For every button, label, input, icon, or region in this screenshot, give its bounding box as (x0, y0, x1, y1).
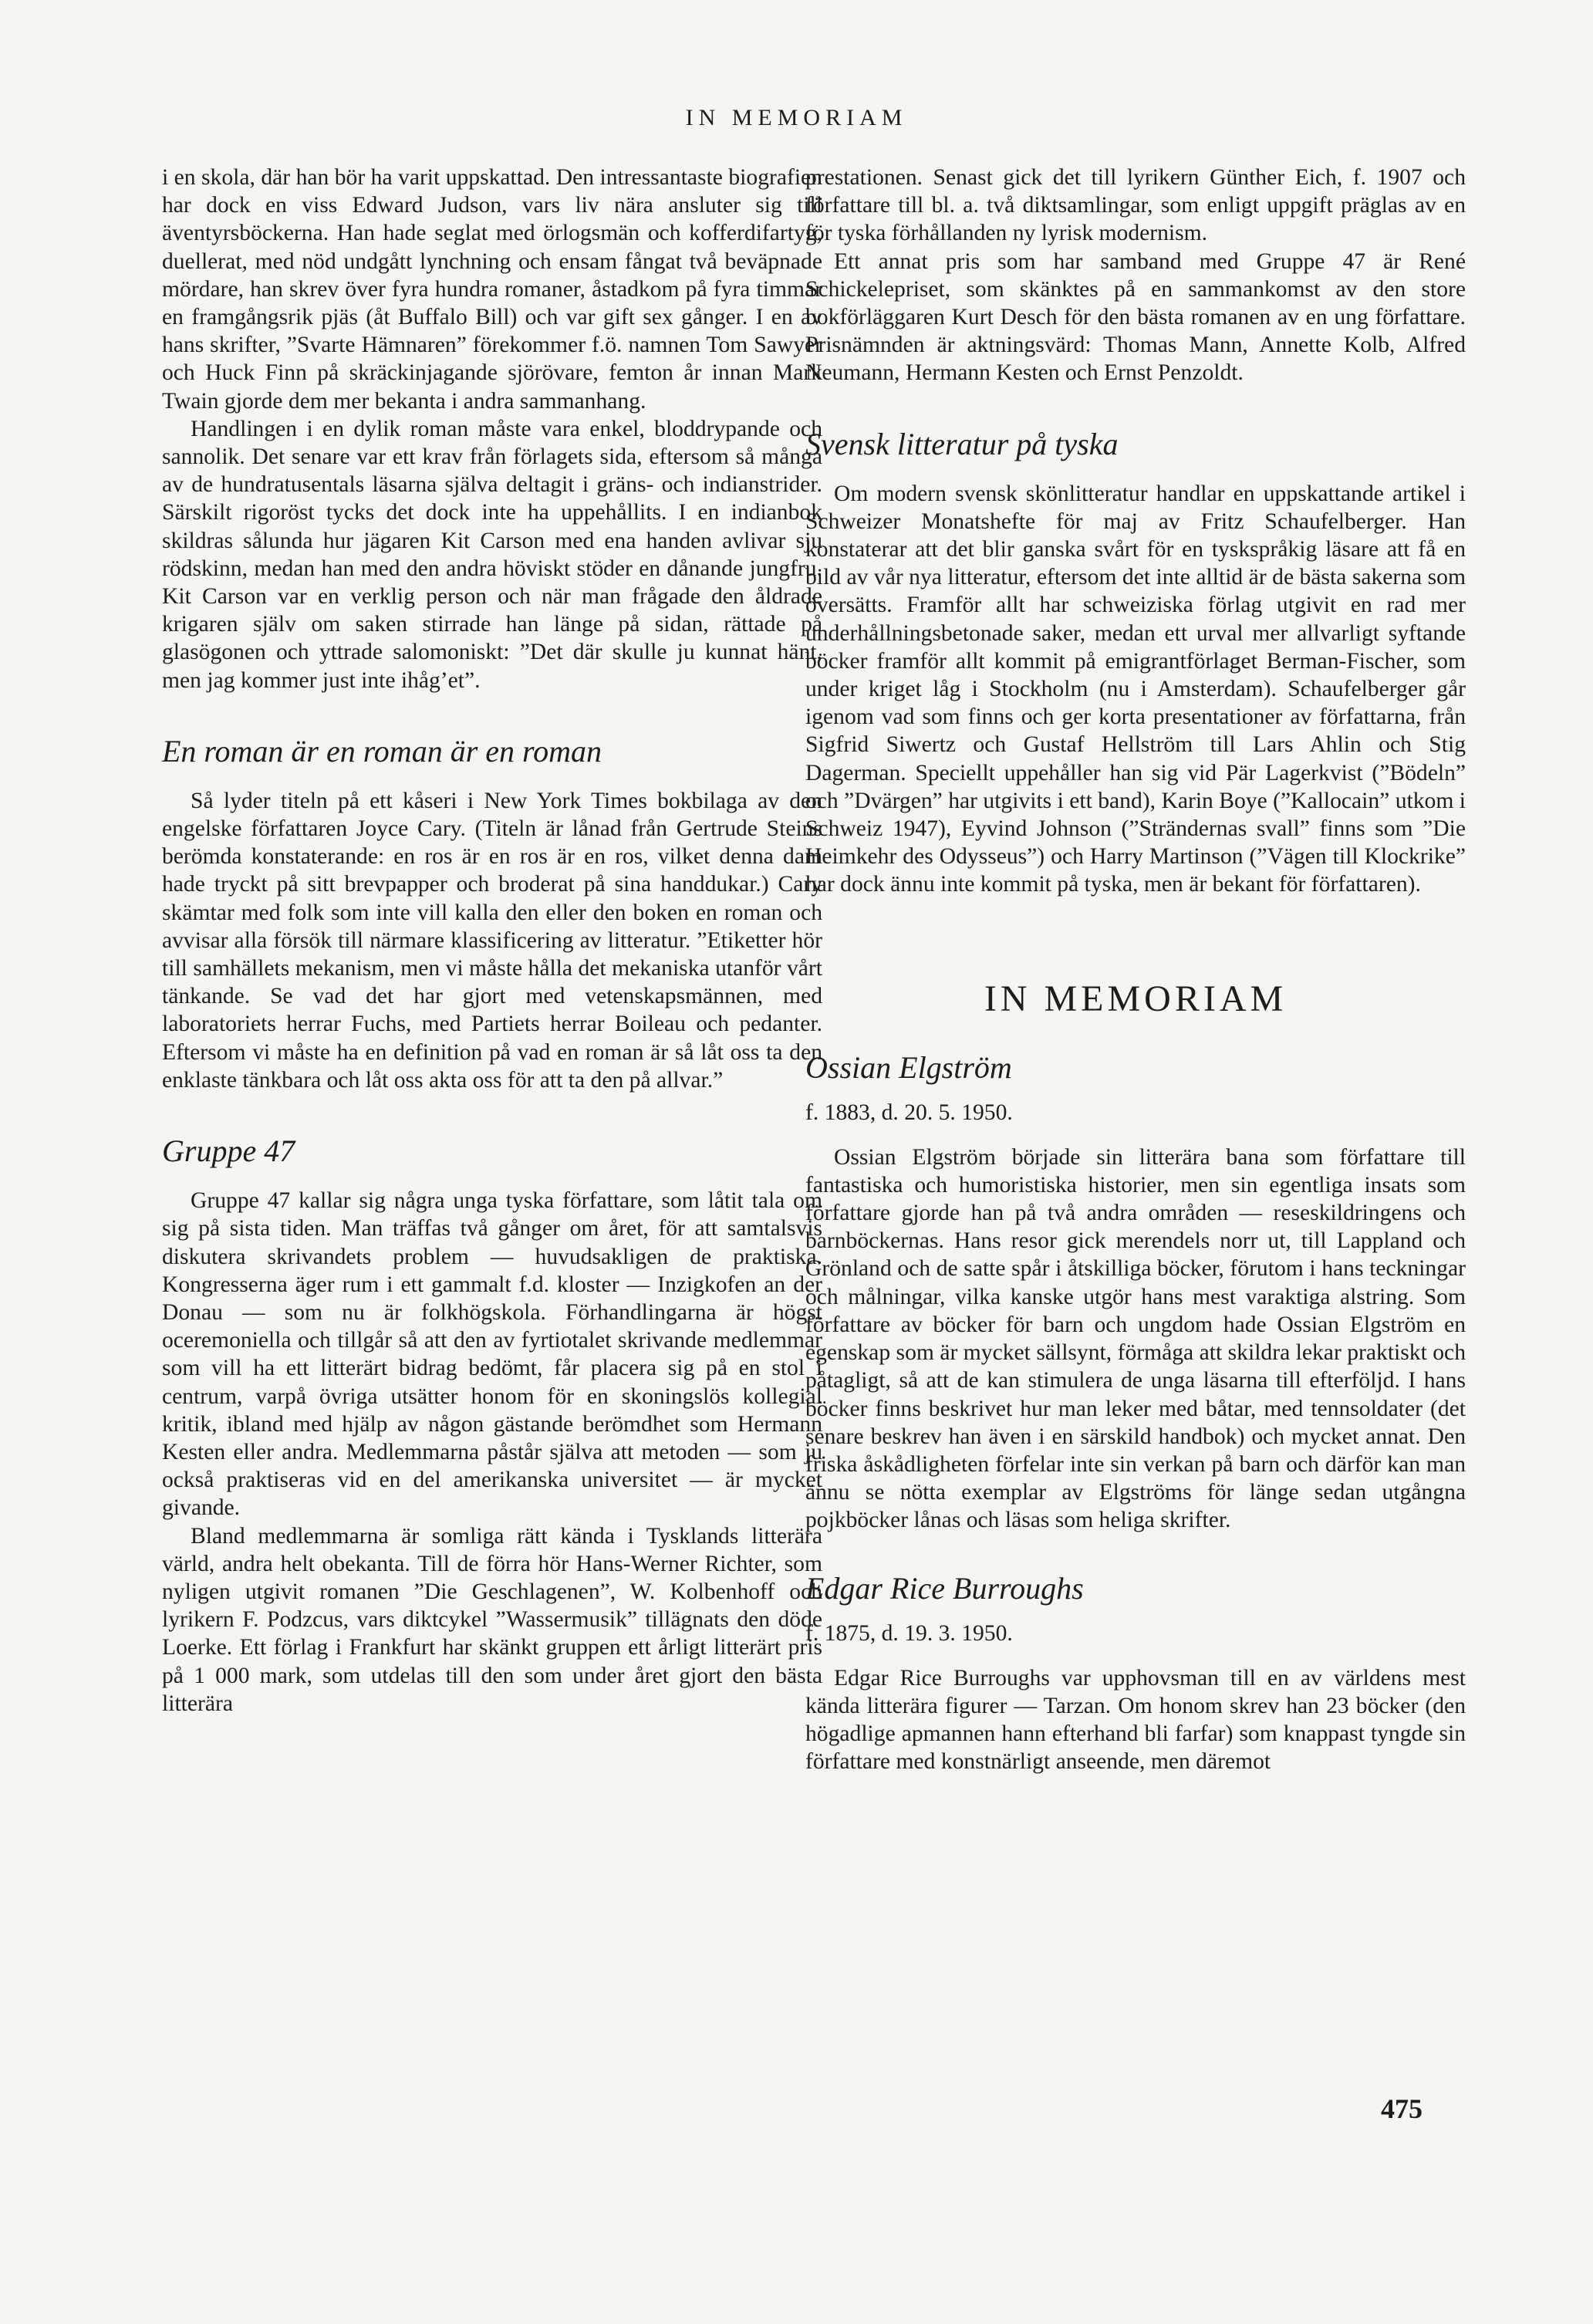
paragraph: Så lyder titeln på ett kåseri i New York Times bokbilaga av den engelske författaren Joyce Cary. (Titeln är lånad från Gertrude Steins berömda konstaterande: en ros är en ros är en ros, vilket denna dam hade tryckt på sitt brevpapper och broderat på sina handdukar.) Cary skämtar med folk som inte vill kalla den eller den boken en roman och avvisar alla försök till närmare klassificering av litteratur. ”Etiketter hör till samhällets mekanism, men vi måste hålla det mekaniska utanför vårt tänkande. Se vad det har gjort med vetenskapsmännen, med laboratoriets herrar Fuchs, med Partiets herrar Boileau och pedanter. Eftersom vi måste ha en definition på vad en roman är så låt oss ta den enklaste tänkbara och låt oss akta oss för att ta den på allvar.” (162, 788, 822, 1093)
paragraph: Handlingen i en dylik roman måste vara enkel, bloddrypande och sannolik. Det senare var ett krav från förlagets sida, eftersom så många av de hundratusentals läsarna själva deltagit i gräns- och indianstrider. Särskilt rigoröst tycks det dock inte ha uppehållits. I en indianbok skildras sålunda hur jägaren Kit Carson med ena handen avlivar sju rödskinn, medan han med den andra höviskt stöder en dånande jungfru. Kit Carson var en verklig person och när man frågade den åldrade krigaren själv om saken stirrade han länge på sidan, rättade på glasögonen och yttrade salomoniskt: ”Det där skulle ju kunnat hänt, men jag kommer just inte ihåg’et”. (162, 416, 822, 693)
paragraph: Ossian Elgström började sin litterära bana som författare till fantastiska och humoristiska historier, men sin egentliga insats som författare gjorde han på två andra områden — reseskildringens och barnböckernas. Hans resor gick merendels norr ut, till Lappland och Grönland och de satte spår i åtskilliga böcker, förutom i hans teckningar och målningar, vilka kanske utgör hans mest varaktiga alstring. Som författare av böcker för barn och ungdom hade Ossian Elgström en egenskap som är mycket sällsynt, förmåga att skildra lekar praktiskt och påtagligt, så att de kan stimulera de unga läsarna till efterföljd. I hans böcker finns beskrivet hur man leker med båtar, med tennsoldater (det senare beskrev han även i en särskild handbok) och mycket annat. Den friska åskådligheten förfelar inte sin verkan på barn och därför kan man ännu se nötta exemplar av Elgströms för länge sedan utgångna pojkböcker lånas och läsas som heliga skrifter. (805, 1144, 1466, 1533)
paragraph: Bland medlemmarna är somliga rätt kända i Tysklands litterära värld, andra helt obekanta. Till de förra hör Hans-Werner Richter, som nyligen utgivit romanen ”Die Geschlagenen”, W. Kolbenhoff och lyrikern F. Podzcus, vars diktcykel ”Wassermusik” tillägnats den döde Loerke. Ett förlag i Frankfurt har skänkt gruppen ett årligt litterärt pris på 1 000 mark, som utdelas till den som under året gjort den bästa litterära (162, 1523, 822, 1716)
left-column (162, 164, 822, 1718)
right-column (805, 164, 1466, 1775)
section-heading-svensk-litteratur: Svensk litteratur på tyska (805, 426, 1119, 461)
paragraph: Edgar Rice Burroughs var upphovsman till en av världens mest kända litterära figurer — Tarzan. Om honom skrev han 23 böcker (den högadlige apmannen hann efterhand bli farfar) som knappast tyngde sin författare med konstnärligt anseende, men däremot (805, 1665, 1466, 1775)
running-head: IN MEMORIAM (685, 105, 908, 130)
paragraph: i en skola, där han bör ha varit uppskattad. Den intressantaste biografien har dock en viss Edward Judson, vars liv nära ansluter sig till äventyrsböckerna. Han hade seglat med örlogsmän och kofferdifartyg, duellerat, med nöd undgått lynchning och ensam fångat två beväpnade mördare, han skrev över fyra hundra romaner, åstadkom på fyra timmar en framgångsrik pjäs (åt Buffalo Bill) och var gift sex gånger. I en av hans skrifter, ”Svarte Hämnaren” förekommer f.ö. namnen Tom Sawyer och Huck Finn på skräckinjagande sjörövare, femton år innan Mark Twain gjorde dem mer bekanta i andra sammanhang. (162, 165, 822, 414)
obituary-name: Edgar Rice Burroughs (805, 1570, 1084, 1606)
page-number: 475 (1381, 2093, 1423, 2124)
paragraph: prestationen. Senast gick det till lyrikern Günther Eich, f. 1907 och författare till bl. a. två diktsamlingar, som enligt uppgift präglas av en för tyska förhållanden ny lyrisk modernism. (805, 165, 1466, 246)
paragraph: Om modern svensk skönlitteratur handlar en uppskattande artikel i Schweizer Monatshefte för maj av Fritz Schaufelberger. Han konstaterar att det blir ganska svårt för en tyskspråkig läsare att få en bild av vår nya litteratur, eftersom det inte alltid är de bästa sakerna som översätts. Framför allt har schweiziska förlag utgivit en rad mer underhållningsbetonade saker, medan ett urval mer allvarligt syftande böcker framför allt kommit på emigrantförlaget Berman-Fischer, som under kriget låg i Stockholm (nu i Amsterdam). Schaufelberger går igenom vad som finns och ger korta presentationer av författarna, från Sigfrid Siwertz och Gustaf Hellström till Lars Ahlin och Stig Dagerman. Speciellt uppehåller han sig vid Pär Lagerkvist (”Bödeln” och ”Dvärgen” har utgivits i ett band), Karin Boye (”Kallocain” utkom i Schweiz 1947), Eyvind Johnson (”Strändernas svall” finns som ”Die Heimkehr des Odysseus”) och Harry Martinson (”Vägen till Klockrike” har dock ännu inte kommit på tyska, men är bekant för författaren). (805, 481, 1466, 897)
section-heading-gruppe-47: Gruppe 47 (162, 1133, 295, 1169)
section-heading-roman: En roman är en roman är en roman (162, 733, 602, 768)
paragraph: Ett annat pris som har samband med Gruppe 47 är René Schickelepriset, som skänktes på en sammankomst av den store bokförläggaren Kurt Desch för den bästa romanen av en ung författare. Prisnämnden är aktningsvärd: Thomas Mann, Annette Kolb, Alfred Neumann, Hermann Kesten och Ernst Penzoldt. (805, 248, 1466, 386)
paragraph: Gruppe 47 kallar sig några unga tyska författare, som låtit tala om sig på sista tiden. Man träffas två gånger om året, för att samtalsvis diskutera skrivandets problem — huvudsakligen de praktiska. Kongresserna äger rum i ett gammalt f.d. kloster — Inzigkofen an der Donau — som nu är folkhögskola. Förhandlingarna är högst oceremoniella och tillgår så att den av fyrtiotalet skrivande medlemmar som vill ha ett litterärt bidrag bedömt, får placera sig på en stol i centrum, varpå övriga utsätter honom för en skoningslös kollegial kritik, ibland med hjälp av någon gästande berömdhet som Hermann Kesten eller andra. Medlemmarna påstår själva att metoden — som ju också praktiseras vid en del amerikanska universitet — är mycket givande. (162, 1188, 822, 1521)
obituary-name: Ossian Elgström (805, 1049, 1012, 1085)
memoriam-heading: IN MEMORIAM (984, 978, 1288, 1019)
obituary-dates: f. 1883, d. 20. 5. 1950. (805, 1100, 1013, 1125)
obituary-dates: f. 1875, d. 19. 3. 1950. (805, 1620, 1013, 1646)
